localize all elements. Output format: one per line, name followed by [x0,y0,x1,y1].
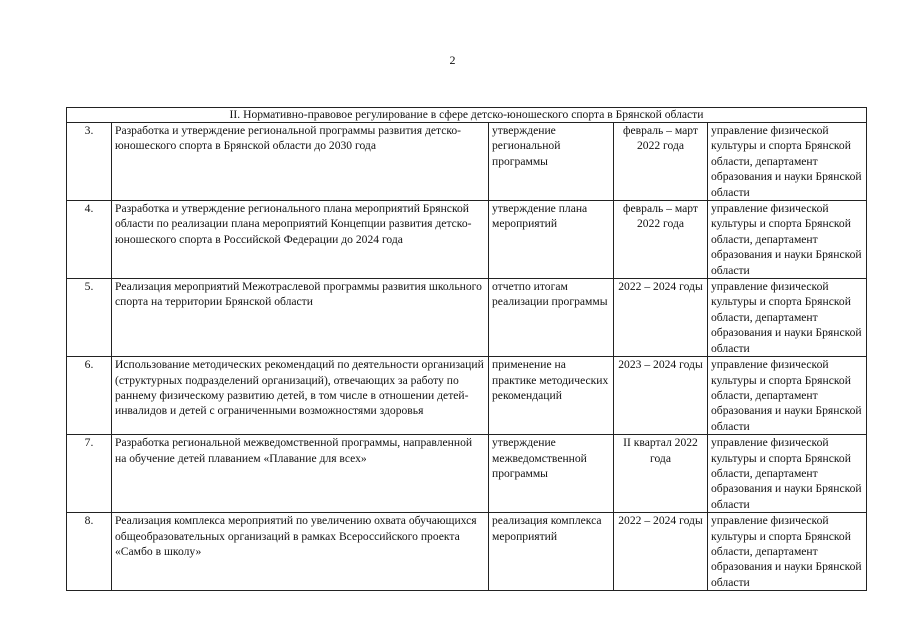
measure-name: Реализация комплекса мероприятий по увеличению охвата обучающихся общеобразовательных организаций в рамках Всероссийского проекта «Самбо в школу» [112,513,489,591]
measures-table [66,107,867,591]
row-number: 5. [67,279,112,357]
responsible-executors: управление физической культуры и спорта Брянской области, департамент образования и науки Брянской области [708,435,867,513]
row-number: 6. [67,357,112,435]
completion-form: утверждение плана мероприятий [489,201,614,279]
deadline: 2022 – 2024 годы [614,513,708,591]
deadline: 2023 – 2024 годы [614,357,708,435]
responsible-executors: управление физической культуры и спорта Брянской области, департамент образования и науки Брянской области [708,123,867,201]
deadline: II квартал 2022 года [614,435,708,513]
table-row [67,435,867,513]
page-number: 2 [449,53,456,67]
completion-form: применение на практике методических рекомендаций [489,357,614,435]
measure-name: Разработка и утверждение регионального плана мероприятий Брянской области по реализации плана мероприятий Концепции развития детско-юношеского спорта в Российской Федерации до 2024 года [112,201,489,279]
responsible-executors: управление физической культуры и спорта Брянской области, департамент образования и науки Брянской области [708,357,867,435]
completion-form: утверждение региональной программы [489,123,614,201]
table-row [67,123,867,201]
measure-name: Разработка региональной межведомственной программы, направленной на обучение детей плаванием «Плавание для всех» [112,435,489,513]
section-title: II. Нормативно-правовое регулирование в сфере детско-юношеского спорта в Брянской области [67,108,867,123]
table-row [67,513,867,591]
completion-form: утверждение межведомственной программы [489,435,614,513]
row-number: 7. [67,435,112,513]
measure-name: Разработка и утверждение региональной программы развития детско-юношеского спорта в Брянской области до 2030 года [112,123,489,201]
table-row [67,201,867,279]
row-number: 3. [67,123,112,201]
deadline: 2022 – 2024 годы [614,279,708,357]
measure-name: Использование методических рекомендаций по деятельности организаций (структурных подразделений организаций), отвечающих за работу по раннему физическому развитию детей, в том числе в отношении детей-инвалидов и детей с ограниченными возможностями здоровья [112,357,489,435]
section-header-row [67,108,867,123]
completion-form: отчетпо итогам реализации программы [489,279,614,357]
table-row [67,279,867,357]
responsible-executors: управление физической культуры и спорта Брянской области, департамент образования и науки Брянской области [708,279,867,357]
row-number: 4. [67,201,112,279]
table-row [67,357,867,435]
completion-form: реализация комплекса мероприятий [489,513,614,591]
deadline: февраль – март 2022 года [614,123,708,201]
responsible-executors: управление физической культуры и спорта Брянской области, департамент образования и науки Брянской области [708,201,867,279]
deadline: февраль – март 2022 года [614,201,708,279]
measure-name: Реализация мероприятий Межотраслевой программы развития школьного спорта на территории Брянской области [112,279,489,357]
responsible-executors: управление физической культуры и спорта Брянской области, департамент образования и науки Брянской области [708,513,867,591]
row-number: 8. [67,513,112,591]
